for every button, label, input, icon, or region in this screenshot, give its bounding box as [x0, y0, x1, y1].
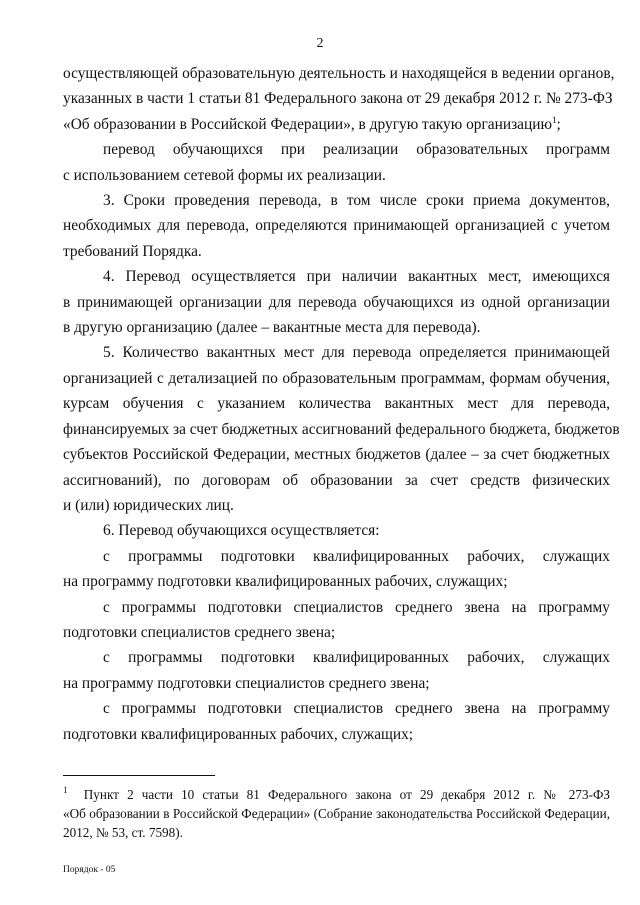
- paragraph-6: [63, 518, 610, 543]
- text-line: 6. Перевод обучающихся осуществляется:: [103, 522, 380, 540]
- footnote-text: Пункт 2 части 10 статьи 81 Федерального закона от 29 декабря 2012 г. № 273-ФЗ: [83, 787, 611, 802]
- list-item-specialists-to-specialists: [63, 595, 610, 646]
- text-line: и (или) юридических лиц.: [63, 496, 234, 514]
- paragraph-network-transfer: [63, 137, 610, 188]
- paragraph-3: [63, 188, 610, 264]
- text-line: подготовки квалифицированных рабочих, служащих;: [63, 725, 414, 743]
- text-line: 4. Перевод осуществляется при наличии вакантных мест, имеющихся: [103, 268, 610, 286]
- text-line-content: «Об образовании в Российской Федерации», в другую такую организацию: [63, 115, 552, 133]
- text-line: организацией с детализацией по образовательным программам, формам обучения,: [63, 369, 610, 387]
- text-line: перевод обучающихся при реализации образовательных программ: [103, 141, 610, 159]
- footer-label: Порядок - 05: [63, 865, 116, 875]
- list-item-skilled-to-skilled: [63, 544, 610, 595]
- text-line: требований Порядка.: [63, 242, 202, 260]
- document-body: [63, 61, 620, 747]
- footnote-reference: 1: [551, 114, 557, 125]
- text-line: необходимых для перевода, определяются принимающей организацией с учетом: [63, 217, 610, 235]
- text-line: с использованием сетевой формы их реализации.: [63, 166, 386, 184]
- footnote: [63, 785, 610, 842]
- text-line: в другую организацию (далее – вакантные места для перевода).: [63, 319, 481, 337]
- footnote-line: 2012, № 53, ст. 7598).: [63, 825, 183, 840]
- text-line: [63, 112, 610, 137]
- footnote-line: [63, 785, 610, 804]
- text-line: на программу подготовки квалифицированных рабочих, служащих;: [63, 573, 508, 591]
- text-line: в принимающей организации для перевода обучающихся из одной организации: [63, 293, 610, 311]
- text-line: с программы подготовки квалифицированных рабочих, служащих: [103, 547, 610, 565]
- text-line: указанных в части 1 статьи 81 Федерального закона от 29 декабря 2012 г. № 273-ФЗ: [63, 90, 613, 108]
- text-line: 5. Количество вакантных мест для перевода определяется принимающей: [103, 344, 610, 362]
- list-item-skilled-to-specialists: [63, 645, 610, 696]
- text-line: с программы подготовки специалистов среднего звена на программу: [103, 598, 610, 616]
- text-line: 3. Сроки проведения перевода, в том числе сроки приема документов,: [103, 192, 610, 210]
- text-line-end: ;: [556, 115, 561, 133]
- footnote-marker: 1: [63, 785, 68, 795]
- text-line: курсам обучения с указанием количества вакантных мест для перевода,: [63, 395, 610, 413]
- text-line: на программу подготовки специалистов среднего звена;: [63, 674, 430, 692]
- text-line: финансируемых за счет бюджетных ассигнований федерального бюджета, бюджетов: [63, 420, 620, 438]
- paragraph-5: [63, 340, 620, 518]
- page-number: 2: [316, 36, 324, 51]
- text-line: с программы подготовки квалифицированных рабочих, служащих: [103, 649, 610, 667]
- text-line: субъектов Российской Федерации, местных бюджетов (далее – за счет бюджетных: [63, 446, 610, 464]
- paragraph-4: [63, 264, 610, 340]
- text-line: осуществляющей образовательную деятельность и находящейся в ведении органов,: [63, 65, 615, 82]
- text-line: подготовки специалистов среднего звена;: [63, 623, 336, 641]
- text-line: с программы подготовки специалистов среднего звена на программу: [103, 700, 610, 718]
- list-item-specialists-to-skilled: [63, 696, 610, 747]
- footnote-divider: [63, 775, 215, 776]
- text-line: ассигнований), по договорам об образовании за счет средств физических: [63, 471, 610, 489]
- footnote-line: «Об образовании в Российской Федерации» (Собрание законодательства Российской Федерации,: [63, 806, 610, 821]
- paragraph-continuation: [63, 61, 615, 137]
